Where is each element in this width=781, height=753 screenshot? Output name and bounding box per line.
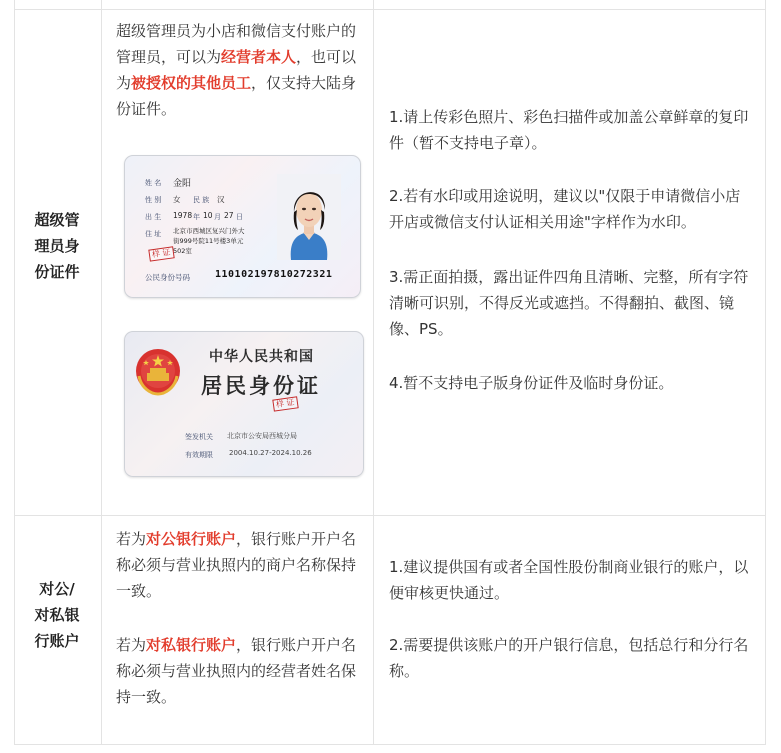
desc-text: ，也可以为 xyxy=(116,48,357,92)
card-value-unit: 年 xyxy=(193,213,200,221)
desc-text: 若为 xyxy=(116,530,147,548)
card-title: 居民身份证 xyxy=(201,373,321,398)
public-account-description xyxy=(116,526,360,604)
table-border-top xyxy=(14,9,766,10)
requirements-table xyxy=(14,0,766,753)
sample-stamp: 样 证 xyxy=(272,396,298,411)
card-value-birth-year: 1978 xyxy=(173,211,193,220)
requirement-item: 1.建议提供国有或者全国性股份制商业银行的账户，以便审核更快通过。 xyxy=(389,558,749,602)
column-divider xyxy=(101,0,102,745)
desc-text: 超级管理员为小店和微信支付账户的管理员，可以为 xyxy=(116,22,357,66)
requirement-item: 3.需正面拍摄，露出证件四角且清晰、完整，所有字符清晰可识别，不得反光或遮挡。不得翻拍、截图、镜像、PS。 xyxy=(389,268,749,338)
card-value-name: 金阳 xyxy=(173,179,192,189)
card-label: 民 族 xyxy=(193,196,210,204)
id-card-back-image xyxy=(124,331,364,477)
admin-description xyxy=(116,18,360,122)
portrait-photo xyxy=(277,174,341,260)
desc-text: ，银行账户开户名称必须与营业执照内的商户名称保持一致。 xyxy=(116,530,357,600)
highlight-private-account: 对私银行账户 xyxy=(146,636,237,654)
title-line: 份证件 xyxy=(34,263,80,281)
title-line: 行账户 xyxy=(34,632,80,650)
row-title-admin-id xyxy=(14,207,100,285)
card-value-validity: 2004.10.27-2024.10.26 xyxy=(229,449,312,457)
card-value-authority: 北京市公安局西城分局 xyxy=(227,432,297,440)
sample-stamp: 样 证 xyxy=(148,246,174,261)
card-value-unit: 月 xyxy=(214,213,221,221)
national-emblem-icon xyxy=(133,346,183,396)
column-divider xyxy=(373,0,374,745)
card-label: 住 址 xyxy=(145,230,162,238)
card-value-birth-month: 10 xyxy=(203,211,213,220)
card-value-address: 北京市西城区复兴门外大 xyxy=(173,227,245,235)
highlight-operator-self: 经营者本人 xyxy=(221,48,297,66)
title-line: 理员身 xyxy=(34,237,80,255)
requirement-item: 1.请上传彩色照片、彩色扫描件或加盖公章鲜章的复印件（暂不支持电子章）。 xyxy=(389,108,749,152)
card-country-title: 中华人民共和国 xyxy=(209,349,314,365)
title-line: 对公/ xyxy=(39,580,75,598)
desc-text: ，银行账户开户名称必须与营业执照内的经营者姓名保持一致。 xyxy=(116,636,357,706)
card-value-address: 街999号院11号楼3单元 xyxy=(173,237,244,245)
title-line: 对私银 xyxy=(34,606,80,624)
card-value-birth-day: 27 xyxy=(224,211,234,220)
card-value-id-number: 110102197810272321 xyxy=(215,269,333,280)
highlight-authorized-employee: 被授权的其他员工 xyxy=(131,74,252,92)
card-value-sex: 女 xyxy=(173,195,181,204)
card-label: 出 生 xyxy=(145,213,162,221)
card-value-ethnicity: 汉 xyxy=(217,195,225,204)
title-line: 超级管 xyxy=(34,211,80,229)
card-label: 签发机关 xyxy=(185,433,213,441)
private-account-description xyxy=(116,632,360,710)
requirement-item: 2.若有水印或用途说明，建议以"仅限于申请微信小店开店或微信支付认证相关用途"字样作为水印。 xyxy=(389,187,741,231)
desc-text: ，仅支持大陆身份证件。 xyxy=(116,74,357,118)
card-label: 公民身份号码 xyxy=(145,273,190,282)
row-title-bank-account xyxy=(14,576,100,654)
card-label: 性 别 xyxy=(145,196,162,204)
card-label: 姓 名 xyxy=(145,179,162,187)
requirement-item: 4.暂不支持电子版身份证件及临时身份证。 xyxy=(389,374,674,392)
desc-text: 若为 xyxy=(116,636,147,654)
card-label: 有效期限 xyxy=(185,451,213,459)
requirement-item: 2.需要提供该账户的开户银行信息，包括总行和分行名称。 xyxy=(389,636,749,680)
id-card-front-image xyxy=(124,155,361,298)
card-value-unit: 日 xyxy=(236,213,243,221)
table-border-bottom xyxy=(14,744,766,745)
row-divider xyxy=(14,515,766,516)
card-value-address: 502室 xyxy=(173,247,192,255)
highlight-public-account: 对公银行账户 xyxy=(146,530,237,548)
table-border-right xyxy=(765,0,766,745)
